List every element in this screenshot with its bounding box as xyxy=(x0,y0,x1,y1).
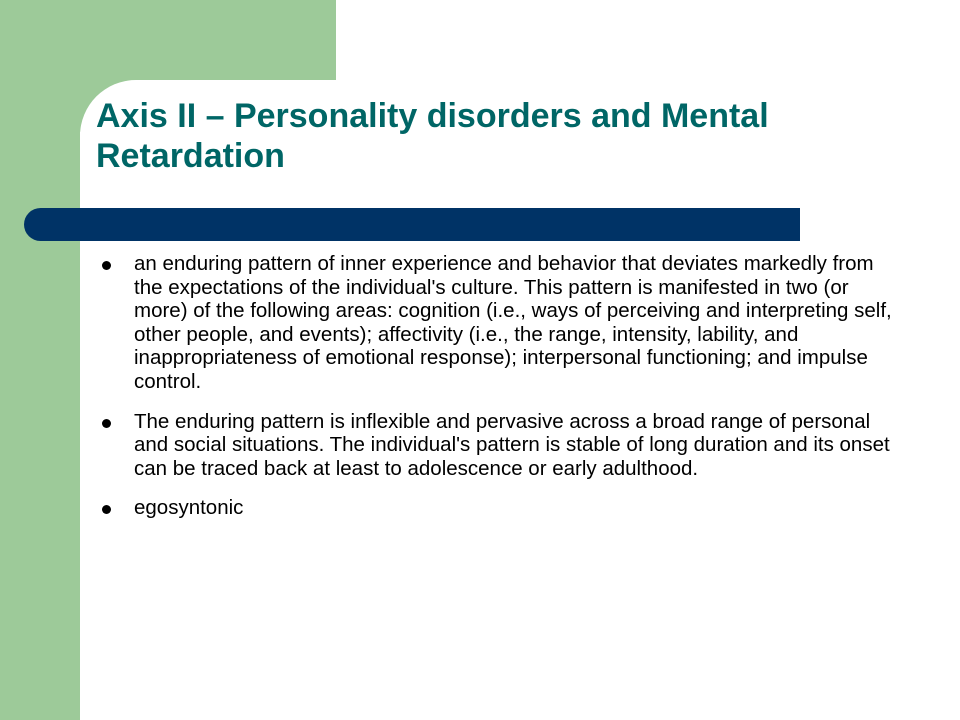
green-sidebar-strip xyxy=(0,0,80,720)
bullet-list xyxy=(102,252,902,536)
bullet-dot-icon xyxy=(102,419,111,428)
title-divider-bar xyxy=(24,208,800,241)
bullet-item xyxy=(102,252,902,394)
bullet-text: an enduring pattern of inner experience and behavior that deviates markedly from the expectations of the individual's culture. This pattern is manifested in two (or more) of the following areas: cognition (i.e., ways of perceiving and interpreting self, other people, and events); affectivity (i.e., the range, intensity, lability, and inappropriateness of emotional response); interpersonal functioning; and impulse control. xyxy=(134,252,892,393)
bullet-dot-icon xyxy=(102,261,111,270)
bullet-dot-icon xyxy=(102,505,111,514)
bullet-text: egosyntonic xyxy=(134,496,244,520)
bullet-item xyxy=(102,496,902,520)
bullet-item xyxy=(102,410,902,481)
slide-title: Axis II – Personality disorders and Mental Retardation xyxy=(96,97,769,175)
bullet-text: The enduring pattern is inflexible and pervasive across a broad range of personal and social situations. The individual's pattern is stable of long duration and its onset can be traced back at least to adolescence or early adulthood. xyxy=(134,409,890,480)
